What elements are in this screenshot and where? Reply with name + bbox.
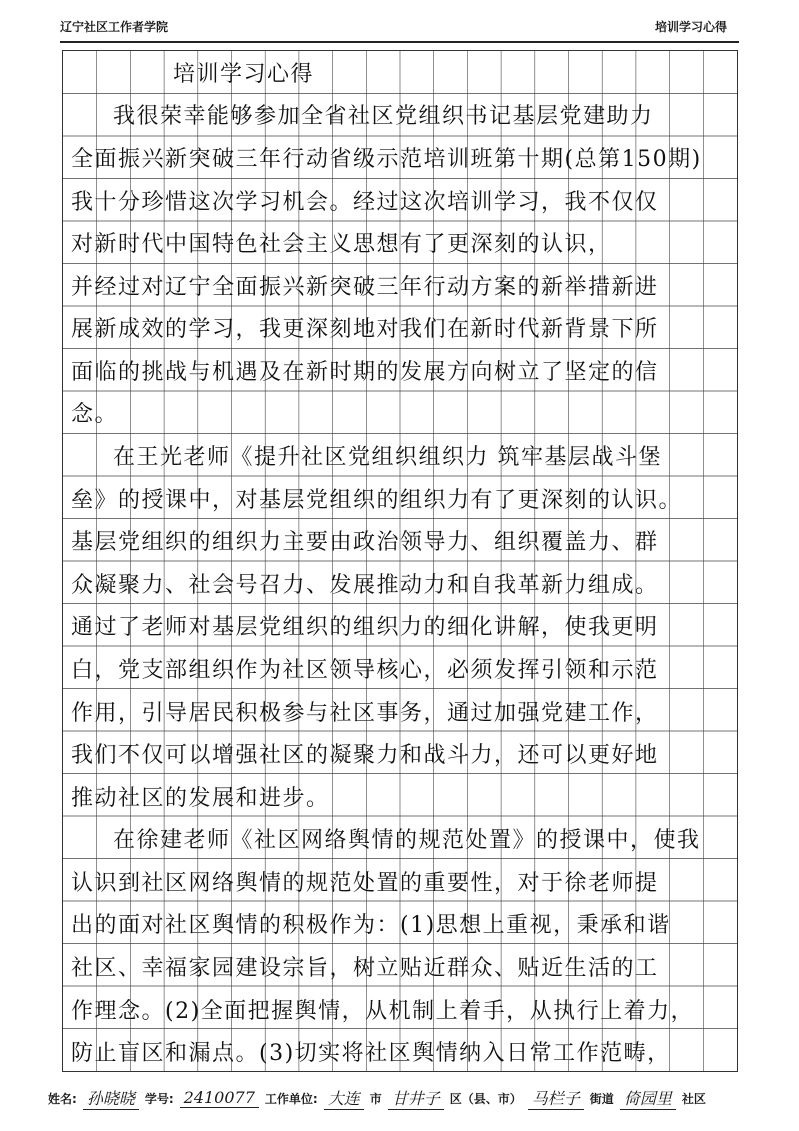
district-label: 区（县、市） [449,1091,522,1106]
text-row [63,264,737,307]
community-value: 倚园里 [620,1086,676,1110]
line-text: 防止盲区和漏点。(3)切实将社区舆情纳入日常工作范畴， [71,1041,671,1067]
text-row [63,434,737,477]
line-text: 对新时代中国特色社会主义思想有了更深刻的认识， [71,232,612,258]
line-text: 全面振兴新突破三年行动省级示范培训班第十期(总第150期) [71,146,702,172]
text-row [63,1030,737,1073]
footer-info [48,1086,748,1110]
text-row [63,477,737,520]
text-row [63,94,737,137]
text-row [63,519,737,562]
line-text: 基层党组织的组织力主要由政治领导力、组织覆盖力、群 [71,530,659,556]
text-row [63,775,737,818]
header-divider [60,41,739,43]
text-row [63,690,737,733]
text-row [63,647,737,690]
text-row [63,392,737,435]
line-text: 在徐建老师《社区网络舆情的规范处置》的授课中，使我 [113,828,701,854]
line-text: 社区、幸福家园建设宗旨，树立贴近群众、贴近生活的工 [71,956,659,982]
text-row [63,945,737,988]
line-text: 并经过对辽宁全面振兴新突破三年行动方案的新举措新进 [71,274,659,300]
line-text: 白，党支部组织作为社区领导核心，必须发挥引领和示范 [71,657,659,683]
district-value: 甘井子 [388,1086,444,1110]
id-label: 学号: [144,1091,174,1106]
line-text: 我十分珍惜这次学习机会。经过这次培训学习，我不仅仅 [71,189,659,215]
line-text: 认识到社区网络舆情的规范处置的重要性，对于徐老师提 [71,870,659,896]
text-row [63,732,737,775]
line-text: 作理念。(2)全面把握舆情，从机制上着手，从执行上着力， [71,998,695,1024]
text-row [63,818,737,861]
line-text: 念。 [71,402,119,428]
name-label: 姓名: [48,1091,77,1106]
line-text: 面临的挑战与机遇及在新时期的发展方向树立了坚定的信 [71,359,659,385]
line-text: 通过了老师对基层党组织的组织力的细化讲解，使我更明 [71,615,659,641]
manuscript-sheet [62,50,738,1072]
text-row [63,860,737,903]
text-row [63,307,737,350]
line-text: 垒》的授课中，对基层党组织的组织力有了更深刻的认识。 [71,487,683,513]
community-label: 社区 [681,1091,706,1106]
text-row [63,136,737,179]
text-row [63,903,737,946]
unit-label: 工作单位: [264,1091,318,1106]
line-text: 推动社区的发展和进步。 [71,785,330,811]
id-value: 2410077 [180,1088,259,1108]
header-institute: 辽宁社区工作者学院 [60,20,169,34]
essay-title-row [63,51,737,94]
line-text: 我们不仅可以增强社区的凝聚力和战斗力，还可以更好地 [71,743,659,769]
city-label: 市 [369,1091,382,1106]
text-row [63,988,737,1031]
line-text: 在王光老师《提升社区党组织组织力 筑牢基层战斗堡 [113,445,662,471]
text-row [63,179,737,222]
street-label: 街道 [589,1091,614,1106]
name-value: 孙晓晓 [83,1086,139,1110]
line-text: 作用，引导居民积极参与社区事务，通过加强党建工作， [71,700,659,726]
line-text: 出的面对社区舆情的积极作为：(1)思想上重视，秉承和谐 [71,913,671,939]
text-row [63,349,737,392]
line-text: 展新成效的学习，我更深刻地对我们在新时代新背景下所 [71,317,659,343]
text-row [63,221,737,264]
street-value: 马栏子 [528,1086,584,1110]
city-value: 大连 [324,1086,364,1110]
essay-title: 培训学习心得 [173,61,315,87]
text-row [63,562,737,605]
line-text: 众凝聚力、社会号召力、发展推动力和自我革新力组成。 [71,572,659,598]
text-row [63,605,737,648]
line-text: 我很荣幸能够参加全省社区党组织书记基层党建助力 [113,104,654,130]
header-doc-title: 培训学习心得 [654,20,727,34]
